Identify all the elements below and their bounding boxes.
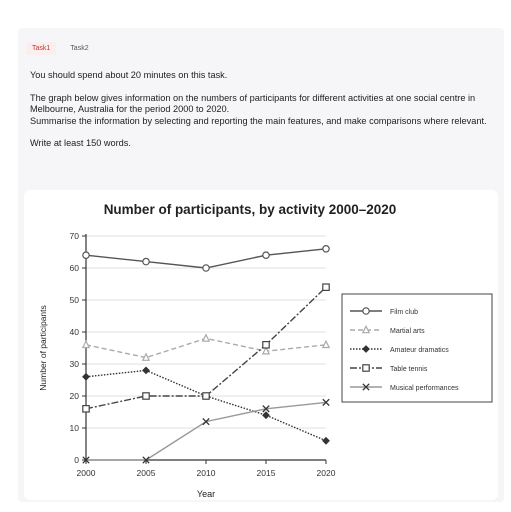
chart-title: Number of participants, by activity 2000–2020	[103, 202, 397, 217]
task-panel	[18, 28, 504, 502]
y-tick-label: 40	[69, 327, 79, 337]
data-point	[83, 252, 89, 258]
data-point	[263, 412, 269, 418]
y-tick-label: 30	[69, 359, 79, 369]
word-count-note: Write at least 150 words.	[30, 138, 131, 148]
series-line-4	[86, 402, 326, 460]
data-point	[203, 393, 209, 399]
time-note: You should spend about 20 minutes on this task.	[30, 70, 228, 80]
data-point	[143, 393, 149, 399]
data-point	[203, 335, 209, 341]
x-axis-label: Year	[196, 489, 216, 499]
data-point	[203, 265, 209, 271]
data-point	[143, 367, 149, 373]
data-point	[323, 284, 329, 290]
y-tick-label: 20	[69, 391, 79, 401]
tab-task1[interactable]: Task1	[26, 42, 56, 55]
task-instruction: Summarise the information by selecting and reporting the main features, and make comparisons where relevant.	[30, 115, 487, 126]
y-axis-label: Number of participants	[38, 305, 48, 391]
data-point	[263, 252, 269, 258]
data-point	[143, 354, 149, 360]
data-point	[83, 406, 89, 412]
x-tick-label: 2010	[196, 468, 216, 478]
data-point	[263, 342, 269, 348]
legend-label: Musical performances	[390, 385, 459, 392]
legend-marker	[363, 365, 369, 371]
x-tick-label: 2005	[136, 468, 156, 478]
task-text	[30, 70, 498, 161]
legend-label: Film club	[390, 309, 419, 316]
tab-task2[interactable]: Task2	[70, 45, 89, 52]
y-tick-label: 0	[74, 455, 79, 465]
legend-label: Table tennis	[390, 366, 428, 373]
x-tick-label: 2020	[316, 468, 336, 478]
y-tick-label: 60	[69, 263, 79, 273]
data-point	[143, 258, 149, 264]
data-point	[83, 341, 89, 347]
data-point	[83, 374, 89, 380]
y-tick-label: 10	[69, 423, 79, 433]
data-point	[323, 246, 329, 252]
task-description: The graph below gives information on the numbers of participants for different activities at one social centre in Melbourne, Australia for the period 2000 to 2020.	[30, 92, 476, 114]
chart-card	[24, 190, 498, 500]
data-point	[323, 341, 329, 347]
x-tick-label: 2000	[76, 468, 96, 478]
legend-label: Martial arts	[390, 328, 425, 335]
y-tick-label: 50	[69, 295, 79, 305]
line-chart	[24, 190, 498, 500]
data-point	[323, 438, 329, 444]
legend-marker	[363, 308, 369, 314]
task-tabs	[26, 42, 95, 55]
legend-label: Amateur dramatics	[390, 347, 449, 354]
y-tick-label: 70	[69, 231, 79, 241]
x-tick-label: 2015	[256, 468, 276, 478]
